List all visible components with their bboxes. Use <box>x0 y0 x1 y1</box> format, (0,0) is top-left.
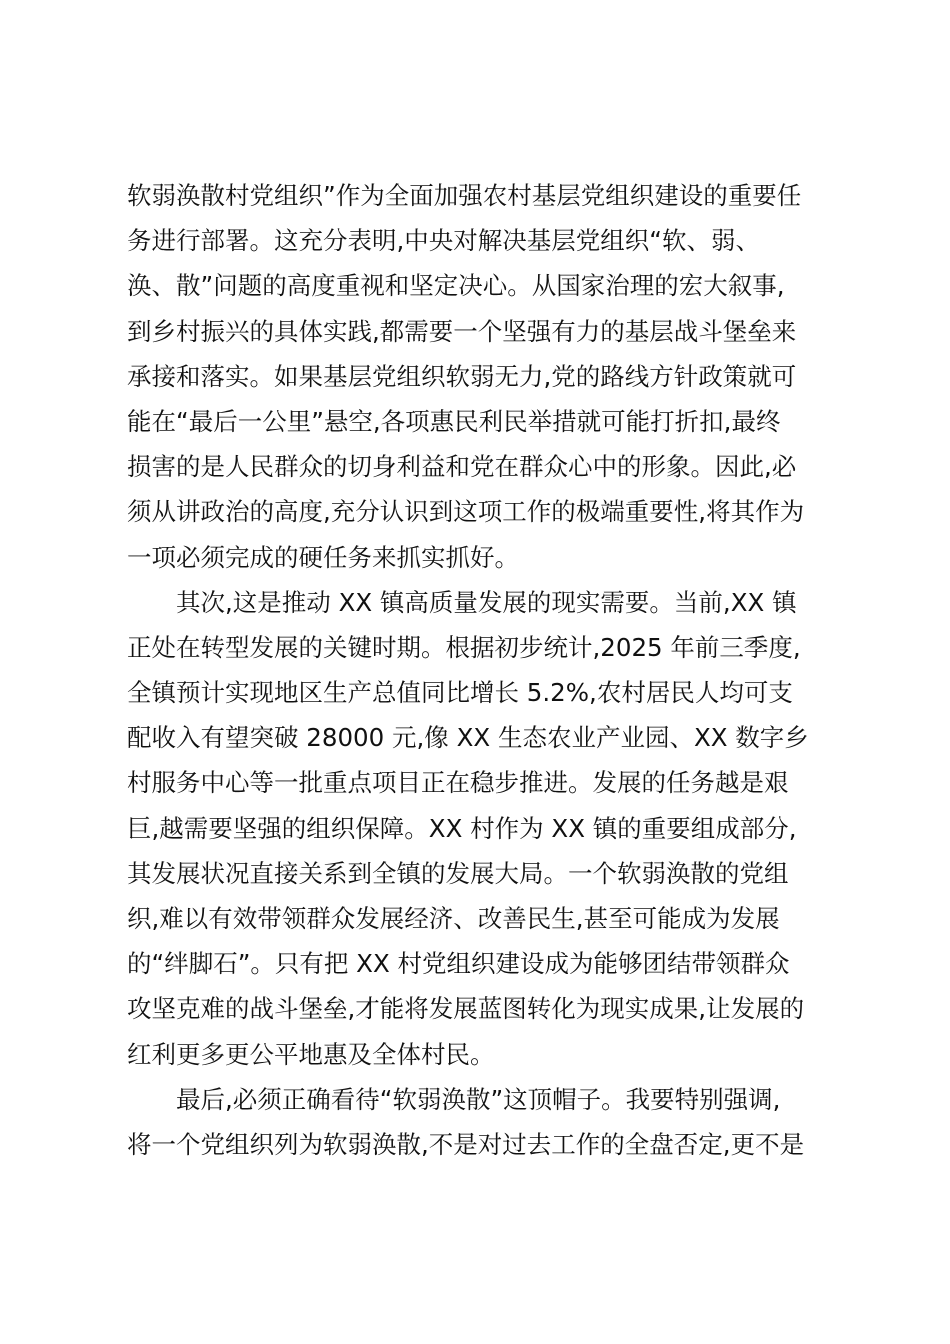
text-line: 攻坚克难的战斗堡垒,才能将发展蓝图转化为现实成果,让发展的 <box>127 994 805 1024</box>
text-line: 一项必须完成的硬任务来抓实抓好。 <box>127 542 519 572</box>
paragraph-start-line: 最后,必须正确看待“软弱涣散”这顶帽子。我要特别强调, <box>176 1084 781 1114</box>
text-line: 损害的是人民群众的切身利益和党在群众心中的形象。因此,必 <box>127 452 797 482</box>
text-line: 到乡村振兴的具体实践,都需要一个坚强有力的基层战斗堡垒来 <box>127 316 797 346</box>
text-line: 须从讲政治的高度,充分认识到这项工作的极端重要性,将其作为 <box>127 497 805 527</box>
text-line: 正处在转型发展的关键时期。根据初步统计,2025 年前三季度, <box>127 632 801 662</box>
text-line: 能在“最后一公里”悬空,各项惠民利民举措就可能打折扣,最终 <box>127 406 781 436</box>
text-line: 织,难以有效带领群众发展经济、改善民生,甚至可能成为发展 <box>127 904 780 933</box>
text-line: 务进行部署。这充分表明,中央对解决基层党组织“软、弱、 <box>127 226 760 256</box>
paragraph-start-line: 其次,这是推动 XX 镇高质量发展的现实需要。当前,XX 镇 <box>176 587 797 617</box>
text-line: 全镇预计实现地区生产总值同比增长 5.2%,农村居民人均可支 <box>127 678 793 708</box>
body-text <box>127 173 837 1167</box>
text-line: 巨,越需要坚强的组织保障。XX 村作为 XX 镇的重要组成部分, <box>127 813 797 843</box>
text-line: 其发展状况直接关系到全镇的发展大局。一个软弱涣散的党组 <box>127 858 789 888</box>
text-line: 涣、散”问题的高度重视和坚定决心。从国家治理的宏大叙事, <box>127 271 785 301</box>
text-line: 红利更多更公平地惠及全体村民。 <box>127 1039 495 1069</box>
text-line: 软弱涣散村党组织”作为全面加强农村基层党组织建设的重要任 <box>127 181 802 210</box>
text-line: 将一个党组织列为软弱涣散,不是对过去工作的全盘否定,更不是 <box>127 1129 805 1159</box>
text-line: 配收入有望突破 28000 元,像 XX 生态农业产业园、XX 数字乡 <box>127 723 809 753</box>
text-line: 承接和落实。如果基层党组织软弱无力,党的路线方针政策就可 <box>127 361 797 391</box>
text-line: 村服务中心等一批重点项目正在稳步推进。发展的任务越是艰 <box>127 768 789 798</box>
text-line: 的“绊脚石”。只有把 XX 村党组织建设成为能够团结带领群众 <box>127 949 790 979</box>
